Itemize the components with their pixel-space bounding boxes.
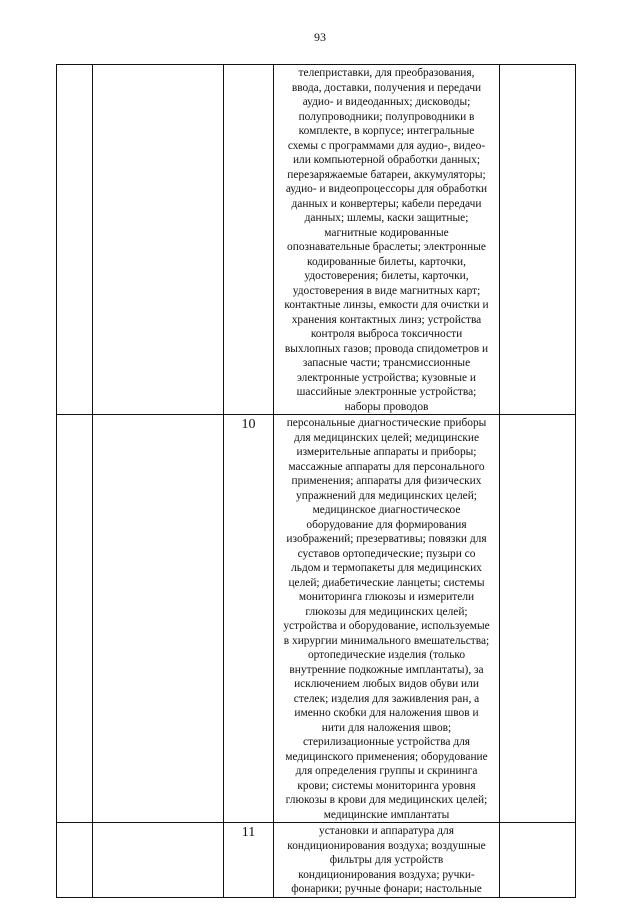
description-line: или компьютерной обработки данных; [292, 154, 481, 166]
empty-cell [57, 65, 93, 415]
description-line: шассийные электронные устройства; [296, 386, 477, 398]
class-number-cell [224, 65, 274, 415]
description-line: целей; диабетические ланцеты; системы [288, 576, 485, 589]
description-line: хранения контактных линз; устройства [291, 313, 482, 326]
description-line: медицинского применения; оборудование [285, 750, 488, 763]
description-line: для медицинских целей; медицинские [293, 431, 480, 444]
description-line: ортопедические изделия (только [307, 649, 466, 661]
description-line: данных и конвертеры; кабели передачи [291, 197, 482, 210]
goods-description-cell [274, 823, 500, 898]
class-number: 10 [241, 417, 256, 432]
description-line: удостоверения в виде магнитных карт; [292, 284, 481, 297]
page-number: 93 [314, 30, 326, 44]
description-line: глюкозы в крови для медицинских целей; [285, 794, 488, 806]
empty-cell [500, 415, 576, 823]
table-row [57, 415, 576, 823]
description-line: полупроводники; полупроводники в [298, 110, 475, 123]
description-line: аудио- и видеоданных; дисководы; [302, 96, 471, 108]
goods-classes-table [56, 64, 576, 898]
empty-cell [57, 823, 93, 898]
description-line: измерительные аппараты и приборы; [296, 446, 477, 458]
description-line: именно скобки для наложения швов и [294, 707, 479, 719]
description-line: кондиционирования воздуха; ручки- [298, 868, 475, 881]
description-line: фильтры для устройств [329, 854, 444, 866]
description-line: глюкозы для медицинских целей; [305, 605, 468, 618]
description-line: устройства и оборудование, используемые [283, 620, 490, 632]
description-line: персональные диагностические приборы [286, 417, 487, 429]
goods-description-cell [274, 65, 500, 415]
description-line: перезаряжаемые батареи, аккумуляторы; [287, 168, 486, 181]
description-line: суставов ортопедические; пузыри со [297, 547, 476, 560]
goods-description-cell [274, 415, 500, 823]
description-line: опознавательные браслеты; электронные [287, 241, 486, 253]
description-line: упражнений для медицинских целей; [296, 489, 477, 502]
class-number-cell [224, 415, 274, 823]
description-line: схемы с программами для аудио-, видео- [287, 139, 486, 152]
description-line: стерилизационные устройства для [302, 736, 471, 748]
description-line: мониторинга глюкозы и измерители [298, 591, 475, 603]
description-line: выхлопных газов; провода спидометров и [284, 342, 489, 355]
empty-cell [93, 65, 224, 415]
description-line: кодированные билеты, карточки, [307, 255, 466, 268]
description-line: фонарики; ручные фонари; настольные [291, 883, 482, 895]
description-line: стелек; изделия для заживления ран, а [293, 692, 480, 705]
description-line: данных; шлемы, каски защитные; [304, 212, 469, 224]
description-line: для определения группы и скрининга [295, 765, 478, 777]
description-line: изображений; презервативы; повязки для [286, 533, 487, 545]
description-line: наборы проводов [344, 400, 429, 413]
description-line: крови; системы мониторинга уровня [297, 779, 476, 792]
description-line: льдом и термопакеты для медицинских [291, 562, 482, 574]
class-number-cell [224, 823, 274, 898]
description-line: магнитные кодированные [324, 226, 449, 239]
description-line: медицинское диагностическое [312, 504, 461, 516]
description-line: аудио- и видеопроцессоры для обработки [285, 183, 488, 195]
class-number: 11 [241, 825, 256, 840]
empty-cell [93, 823, 224, 898]
description-line: кондиционирования воздуха; воздушные [287, 839, 486, 852]
description-line: нити для наложения швов; [321, 721, 452, 734]
table-body [57, 65, 576, 898]
empty-cell [500, 65, 576, 415]
table-row [57, 823, 576, 898]
description-line: контактные линзы, емкости для очистки и [284, 299, 489, 311]
description-line: телеприставки, для преобразования, [298, 67, 475, 79]
description-line: ввода, доставки, получения и передачи [291, 81, 482, 94]
description-line: применения; аппараты для физических [291, 475, 482, 487]
empty-cell [500, 823, 576, 898]
empty-cell [93, 415, 224, 823]
description-line: контроля выброса токсичности [310, 328, 463, 340]
description-line: внутренние подкожные имплантаты), за [289, 663, 484, 676]
description-line: в хирургии минимального вмешательства; [283, 634, 490, 647]
description-line: комплекте, в корпусе; интегральные [298, 125, 475, 137]
description-line: медицинские имплантаты [323, 808, 450, 821]
table-row [57, 65, 576, 415]
empty-cell [57, 415, 93, 823]
description-line: установки и аппаратура для [319, 825, 454, 837]
description-line: исключением любых видов обуви или [294, 678, 479, 690]
description-line: оборудование для формирования [306, 518, 467, 531]
description-line: электронные устройства; кузовные и [296, 371, 477, 384]
description-line: удостоверения; билеты, карточки, [304, 270, 469, 282]
description-line: запасные части; трансмиссионные [302, 357, 471, 369]
description-line: массажные аппараты для персонального [288, 460, 485, 473]
